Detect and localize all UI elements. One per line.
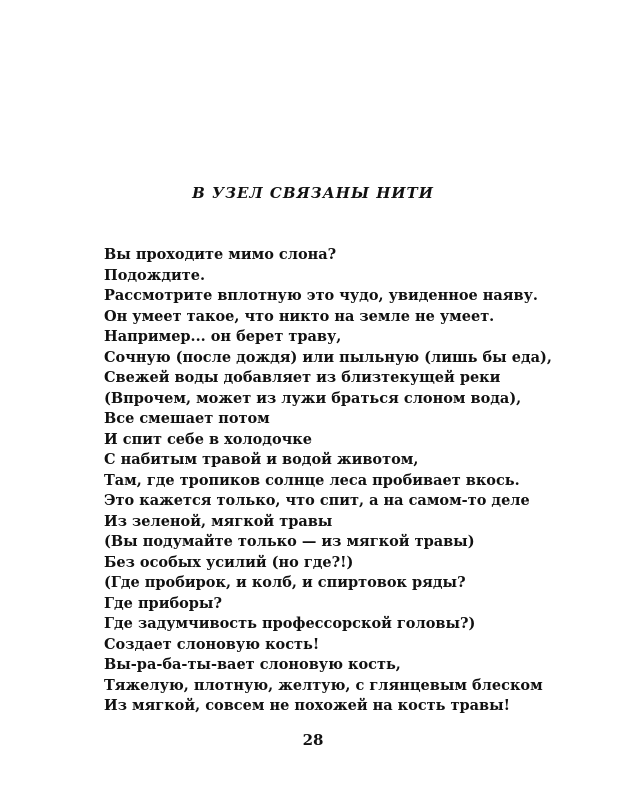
- poem-line: Вы-ра-ба-ты-вает слоновую кость,: [104, 656, 401, 673]
- poem-line: Он умеет такое, что никто на земле не умеет.: [104, 307, 495, 325]
- poem-line: Это кажется только, что спит, а на самом-то деле: [104, 492, 530, 509]
- poem-title: В УЗЕЛ СВЯЗАНЫ НИТИ: [192, 184, 434, 202]
- poem-body: [104, 245, 552, 717]
- poem-line: Подождите.: [104, 266, 206, 284]
- poem-line: Где задумчивость профессорской головы?): [104, 615, 476, 632]
- poem-line: Создает слоновую кость!: [104, 635, 320, 653]
- poem-line: Рассмотрите вплотную это чудо, увиденное наяву.: [104, 287, 538, 304]
- poem-line: (Впрочем, может из лужи браться слоном вода),: [104, 389, 522, 407]
- poem-line: С набитым травой и водой животом,: [104, 451, 419, 468]
- poem-line: Без особых усилий (но где?!): [104, 553, 354, 571]
- poem-line: Сочную (после дождя) или пыльную (лишь бы еда),: [104, 348, 552, 366]
- poem-line: Вы проходите мимо слона?: [104, 246, 337, 263]
- poem-line: Тяжелую, плотную, желтую, с глянцевым блеском: [104, 676, 543, 694]
- poem-line: Из зеленой, мягкой травы: [104, 512, 333, 530]
- poem-line: Там, где тропиков солнце леса пробивает вкось.: [104, 471, 520, 489]
- poem-line: Все смешает потом: [104, 410, 270, 427]
- poem-line: Из мягкой, совсем не похожей на кость травы!: [104, 697, 511, 714]
- poem-line: И спит себе в холодочке: [104, 430, 312, 448]
- page-number: 28: [302, 731, 324, 749]
- poem-line: Свежей воды добавляет из близтекущей реки: [104, 369, 501, 386]
- poem-line: Где приборы?: [104, 594, 222, 612]
- poem-line: (Вы подумайте только — из мягкой травы): [104, 533, 475, 550]
- poem-line: Например... он берет траву,: [104, 328, 342, 345]
- poem-line: (Где пробирок, и колб, и спиртовок ряды?: [104, 574, 466, 591]
